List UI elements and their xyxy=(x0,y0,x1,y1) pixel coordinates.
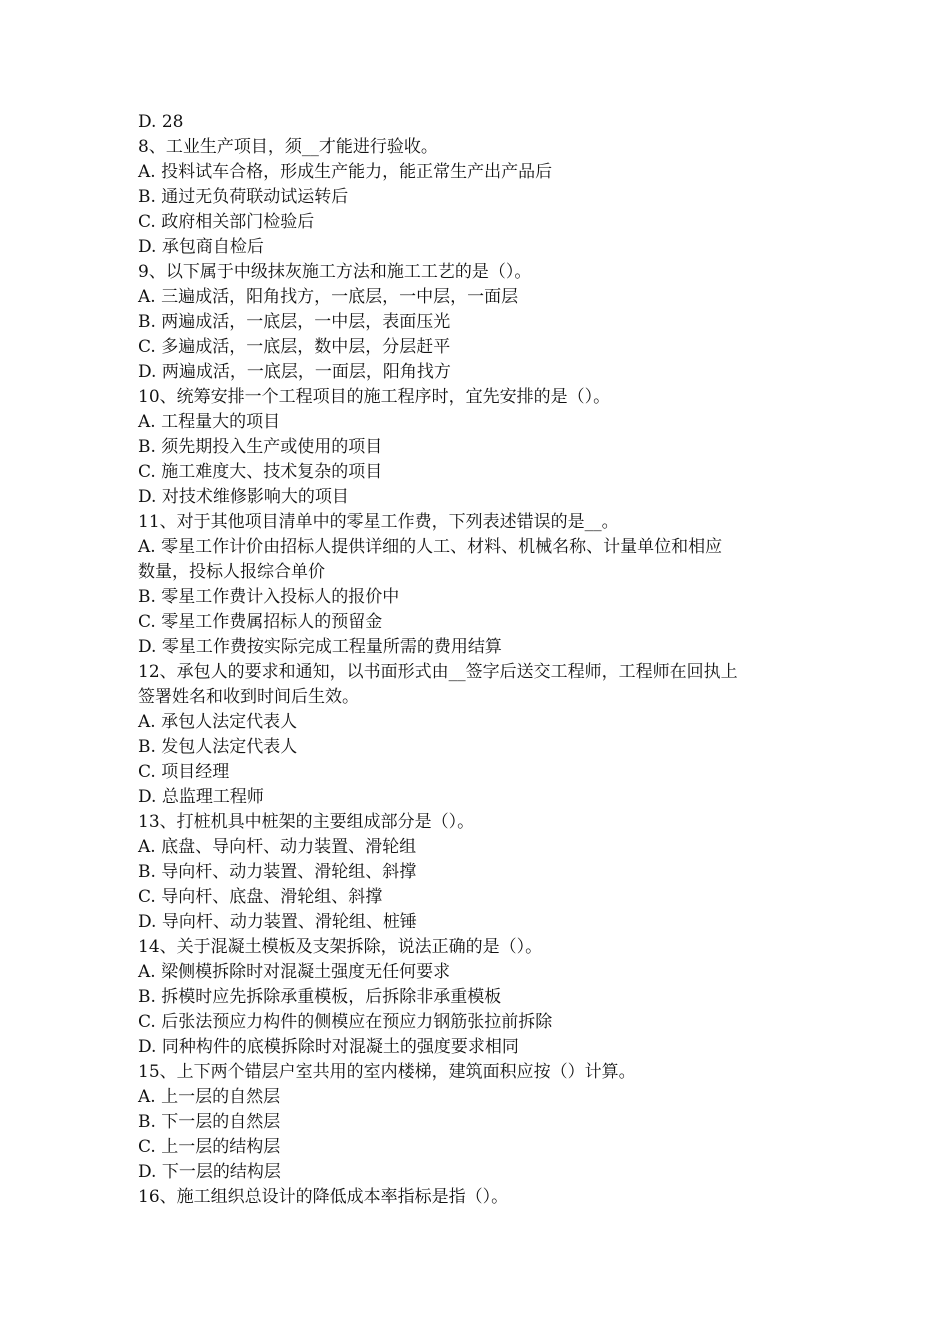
option-line: D. 对技术维修影响大的项目 xyxy=(138,487,349,507)
question-line: 14、关于混凝土模板及支架拆除，说法正确的是（）。 xyxy=(138,937,543,957)
question-line-continued: 签署姓名和收到时间后生效。 xyxy=(138,687,359,707)
option-line: D. 两遍成活，一底层，一面层，阳角找方 xyxy=(138,362,451,382)
question-line: 13、打桩机具中桩架的主要组成部分是（）。 xyxy=(138,812,475,832)
option-line: B. 发包人法定代表人 xyxy=(138,737,298,757)
question-line: 10、统筹安排一个工程项目的施工程序时，宜先安排的是（）。 xyxy=(138,387,611,407)
option-line: B. 下一层的自然层 xyxy=(138,1112,281,1132)
document-body xyxy=(138,110,818,1210)
option-line: C. 上一层的结构层 xyxy=(138,1137,281,1157)
question-line: 16、施工组织总设计的降低成本率指标是指（）。 xyxy=(138,1187,509,1207)
option-line: D. 28 xyxy=(138,112,184,132)
option-line: D. 导向杆、动力装置、滑轮组、桩锤 xyxy=(138,912,417,932)
option-line: D. 同种构件的底模拆除时对混凝土的强度要求相同 xyxy=(138,1037,519,1057)
option-line: C. 项目经理 xyxy=(138,762,230,782)
option-line: C. 后张法预应力构件的侧模应在预应力钢筋张拉前拆除 xyxy=(138,1012,553,1032)
question-line: 11、对于其他项目清单中的零星工作费，下列表述错误的是__。 xyxy=(138,512,619,532)
option-line: A. 零星工作计价由招标人提供详细的人工、材料、机械名称、计量单位和相应 xyxy=(138,537,723,557)
question-line: 8、工业生产项目，须__才能进行验收。 xyxy=(138,137,438,157)
option-line: A. 三遍成活，阳角找方，一底层，一中层，一面层 xyxy=(138,287,519,307)
option-line: C. 多遍成活，一底层，数中层，分层赶平 xyxy=(138,337,451,357)
option-line: A. 承包人法定代表人 xyxy=(138,712,298,732)
option-line: C. 施工难度大、技术复杂的项目 xyxy=(138,462,383,482)
option-line: B. 须先期投入生产或使用的项目 xyxy=(138,437,383,457)
option-line: D. 承包商自检后 xyxy=(138,237,264,257)
option-line: C. 导向杆、底盘、滑轮组、斜撑 xyxy=(138,887,383,907)
option-line: B. 拆模时应先拆除承重模板，后拆除非承重模板 xyxy=(138,987,502,1007)
option-line: A. 投料试车合格，形成生产能力，能正常生产出产品后 xyxy=(138,162,553,182)
option-line-continued: 数量，投标人报综合单价 xyxy=(138,562,325,582)
question-line: 15、上下两个错层户室共用的室内楼梯，建筑面积应按（）计算。 xyxy=(138,1062,636,1082)
option-line: A. 上一层的自然层 xyxy=(138,1087,281,1107)
option-line: B. 零星工作费计入投标人的报价中 xyxy=(138,587,400,607)
question-line: 9、以下属于中级抹灰施工方法和施工工艺的是（）。 xyxy=(138,262,532,282)
option-line: D. 零星工作费按实际完成工程量所需的费用结算 xyxy=(138,637,502,657)
option-line: B. 通过无负荷联动试运转后 xyxy=(138,187,349,207)
option-line: C. 政府相关部门检验后 xyxy=(138,212,315,232)
option-line: C. 零星工作费属招标人的预留金 xyxy=(138,612,383,632)
option-line: A. 底盘、导向杆、动力装置、滑轮组 xyxy=(138,837,417,857)
option-line: A. 梁侧模拆除时对混凝土强度无任何要求 xyxy=(138,962,451,982)
option-line: D. 下一层的结构层 xyxy=(138,1162,281,1182)
option-line: B. 两遍成活，一底层，一中层，表面压光 xyxy=(138,312,451,332)
question-line: 12、承包人的要求和通知，以书面形式由__签字后送交工程师，工程师在回执上 xyxy=(138,662,738,682)
option-line: A. 工程量大的项目 xyxy=(138,412,281,432)
option-line: B. 导向杆、动力装置、滑轮组、斜撑 xyxy=(138,862,417,882)
option-line: D. 总监理工程师 xyxy=(138,787,264,807)
